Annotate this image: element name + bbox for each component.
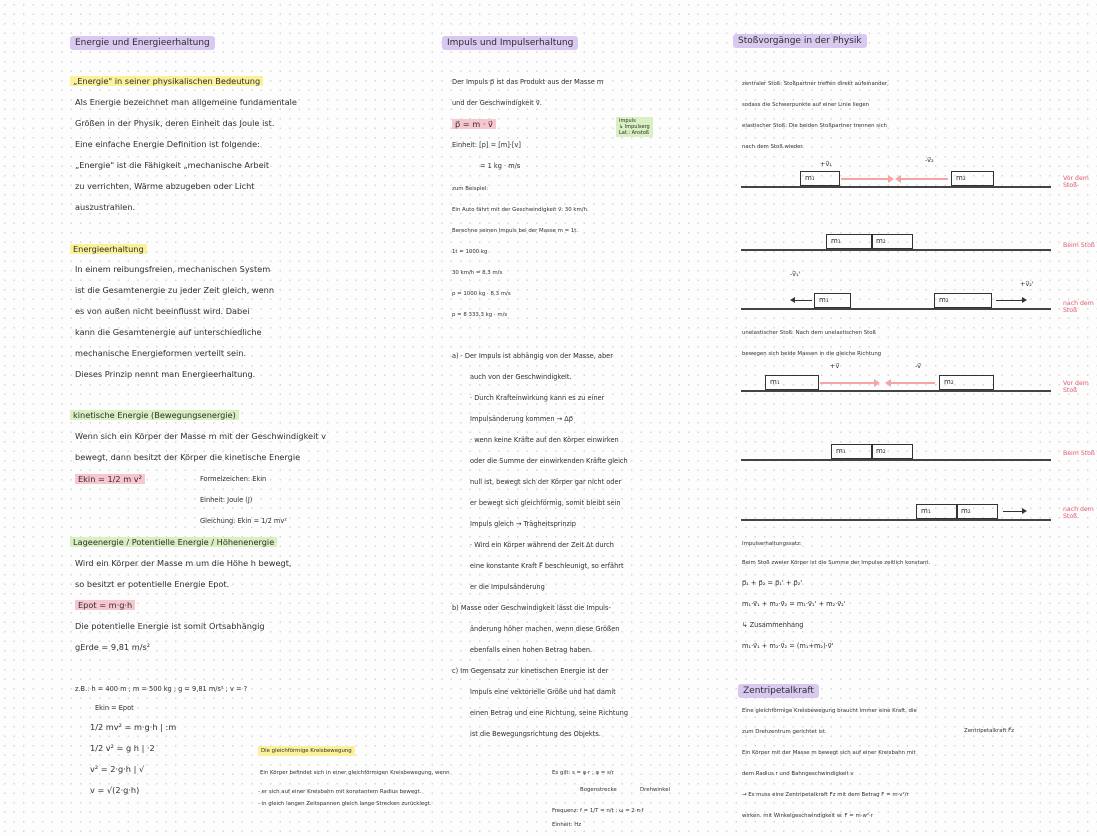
text-line: bewegt, dann besitzt der Körper die kinetische Energie bbox=[75, 452, 301, 462]
velocity-label: +v⃗₁ bbox=[820, 160, 832, 168]
point-line: Impulsänderung kommen → Δp⃗ bbox=[470, 415, 573, 423]
formula-kreis: Es gilt: s = φ·r ; φ = s/r bbox=[552, 770, 614, 776]
point-line: oder die Summe der einwirkenden Kräfte gleich bbox=[470, 457, 628, 465]
formula-line: m₁·v⃗₁ + m₂·v⃗₂ = m₁·v⃗₁' + m₂·v⃗₂' bbox=[742, 600, 846, 608]
mass-box-m1 bbox=[800, 171, 840, 186]
example-line: 30 km/h = 8,3 m/s bbox=[452, 270, 503, 276]
point-line: er die Impulsänderung bbox=[470, 583, 545, 591]
mass-label: m₁ bbox=[805, 174, 815, 182]
heading-lageenergie: Lageenergie / Potentielle Energie / Höhenenergie bbox=[70, 537, 277, 547]
example-line: Berechne seinen Impuls bei der Masse m = 1t. bbox=[452, 228, 579, 234]
heading-kreisbewegung: Die gleichförmige Kreisbewegung bbox=[258, 746, 355, 756]
example-line: p = 1000 kg · 8,3 m/s bbox=[452, 291, 511, 297]
example-line: zum Beispiel: bbox=[452, 186, 489, 192]
unit-line: Einheit: [p] = [m]·[v] bbox=[452, 141, 521, 149]
box-line: Ein Körper befindet sich in einer gleichförmigen Kreisbewegung, wenn bbox=[260, 770, 450, 776]
label-beim-stoss: Beim Stoß bbox=[1063, 450, 1095, 457]
mass-box-m1 bbox=[831, 444, 873, 459]
track-line bbox=[741, 186, 1051, 188]
mass-label: m₂ bbox=[956, 174, 966, 182]
velocity-label: +v⃗ bbox=[830, 362, 840, 370]
formula-frequenz: Frequenz: f = 1/T = n/t ; ω = 2·π·f bbox=[552, 808, 644, 814]
text-line: „Energie" ist die Fähigkeit „mechanische Arbeit bbox=[75, 160, 270, 170]
mass-label: m₁ bbox=[770, 378, 780, 386]
mass-box-m2 bbox=[871, 444, 913, 459]
mass-box-m1 bbox=[765, 375, 819, 390]
legend-line: Lat.: Anstoß bbox=[619, 130, 650, 136]
example-line: Ein Auto fährt mit der Geschwindigkeit v⃗: 30 km/h. bbox=[452, 207, 589, 213]
point-line: null ist, bewegt sich der Körper gar nicht oder bbox=[470, 478, 622, 486]
example-line: v = √(2·g·h) bbox=[90, 785, 140, 795]
mass-box-m1 bbox=[916, 504, 958, 519]
legend-line: ↳ Impulserg bbox=[619, 124, 650, 130]
text-line: ist die Gesamtenergie zu jeder Zeit gleich, wenn bbox=[75, 285, 275, 295]
text-line: sodass die Schwerpunkte auf einer Linie liegen bbox=[742, 102, 870, 108]
formula-line: p⃗₁ + p⃗₂ = p⃗₁' + p⃗₂' bbox=[742, 579, 803, 587]
velocity-arrow bbox=[900, 178, 948, 180]
point-line: · Wird ein Körper während der Zeit Δt durch bbox=[470, 541, 614, 549]
section-title-energie: Energie und Energieerhaltung bbox=[70, 36, 215, 50]
point-line: er bewegt sich gleichförmig, somit bleibt sein bbox=[470, 499, 621, 507]
label-nach-dem-stoss: nach dem Stoß bbox=[1063, 300, 1094, 314]
mass-label: m₁ bbox=[819, 296, 829, 304]
heading-impulserhaltungssatz: Impulserhaltungssatz: bbox=[742, 541, 802, 547]
box-line: - er sich auf einer Kreisbahn mit konstantem Radius bewegt. bbox=[258, 789, 422, 795]
formula-table-line: Gleichung: Ekin = 1/2 mv² bbox=[200, 517, 287, 525]
text-line: zu verrichten, Wärme abzugeben oder Licht bbox=[75, 181, 255, 191]
point-line: Impuls eine vektorielle Größe und hat damit bbox=[470, 688, 616, 696]
point-line: · Durch Krafteinwirkung kann es zu einer bbox=[470, 394, 605, 402]
example-line: 1t = 1000 kg bbox=[452, 249, 488, 255]
text-line: es von außen nicht beeinflusst wird. Dabei bbox=[75, 306, 250, 316]
point-line: änderung höher machen, wenn diese Größen bbox=[470, 625, 620, 633]
example-line: Ekin = Epot bbox=[95, 704, 134, 712]
text-line: so besitzt er potentielle Energie Epot. bbox=[75, 579, 230, 589]
frequenz-unit: Einheit: Hz bbox=[552, 822, 582, 828]
label-nach-dem-stoss: nach dem Stoß bbox=[1063, 506, 1094, 520]
point-line: einen Betrag und eine Richtung, seine Richtung bbox=[470, 709, 628, 717]
legend-line: Impuls bbox=[619, 118, 636, 124]
velocity-arrow bbox=[841, 178, 889, 180]
velocity-arrow bbox=[794, 300, 812, 301]
text-line: zum Drehzentrum gerichtet ist. bbox=[742, 729, 827, 735]
heading-energieerhaltung: Energieerhaltung bbox=[70, 244, 147, 254]
text-line: Wird ein Körper der Masse m um die Höhe h bewegt, bbox=[75, 558, 292, 568]
mass-label: m₁ bbox=[836, 447, 846, 455]
text-line: Beim Stoß zweier Körper ist die Summe der Impulse zeitlich konstant. bbox=[742, 560, 931, 566]
mass-box-m2 bbox=[951, 171, 994, 186]
example-line: v² = 2·g·h | √ bbox=[90, 764, 145, 774]
mass-label: m₂ bbox=[961, 507, 971, 515]
text-line: auszustrahlen. bbox=[75, 202, 136, 212]
text-line: Ein Körper mit der Masse m bewegt sich auf einer Kreisbahn mit bbox=[742, 750, 916, 756]
example-head: z.B.: h = 400 m ; m = 500 kg ; g = 9,81 m/s² ; v = ? bbox=[75, 685, 248, 693]
text-line: Wenn sich ein Körper der Masse m mit der Geschwindigkeit v bbox=[75, 431, 326, 441]
text-line: elastischer Stoß: Die beiden Stoßpartner trennen sich bbox=[742, 123, 887, 129]
text-line: wirken. mit Winkelgeschwindigkeit w: F = m·w²·r bbox=[742, 813, 873, 819]
mass-label: m₁ bbox=[831, 237, 841, 245]
text-line: dem Radius r und Bahngeschwindigkeit v bbox=[742, 771, 854, 777]
track-line bbox=[741, 308, 1051, 310]
velocity-arrow bbox=[820, 382, 875, 384]
text-line: Eine einfache Energie Definition ist folgende: bbox=[75, 139, 260, 149]
text-line: unelastischer Stoß: Nach dem unelastischen Stoß bbox=[742, 330, 876, 336]
text-line: → Es muss eine Zentripetalkraft Fz mit dem Betrag F = m·v²/r bbox=[742, 792, 909, 798]
text-line: Als Energie bezeichnet man allgemeine fundamentale bbox=[75, 97, 297, 107]
point-line: b) Masse oder Geschwindigkeit lässt die Impuls- bbox=[452, 604, 611, 612]
track-line bbox=[741, 519, 1051, 521]
column-impuls bbox=[258, 0, 720, 836]
box-line: - in gleich langen Zeitspannen gleich lange Strecken zurücklegt. bbox=[258, 801, 432, 807]
point-line: a) · Der Impuls ist abhängig von der Masse, aber bbox=[452, 352, 613, 360]
label-vor-dem-stoss: Vor dem Stoß bbox=[1063, 380, 1089, 394]
text-line: In einem reibungsfreien, mechanischen System bbox=[75, 264, 271, 274]
mass-box-m2 bbox=[871, 234, 913, 249]
track-line bbox=[741, 459, 1051, 461]
formula-table-line: Formelzeichen: Ekin bbox=[200, 475, 267, 483]
track-line bbox=[741, 249, 1051, 251]
point-line: ist die Bewegungsrichtung des Objekts. bbox=[470, 730, 601, 738]
point-line: Impuls gleich → Trägheitsprinzip bbox=[470, 520, 576, 528]
legend-impuls bbox=[616, 117, 653, 137]
velocity-label: -v⃗₂ bbox=[925, 156, 934, 164]
unit-value: = 1 kg · m/s bbox=[480, 162, 521, 170]
example-line: 1/2 mv² = m·g·h | :m bbox=[90, 722, 177, 732]
label-drehwinkel: Drehwinkel bbox=[640, 787, 671, 793]
mass-label: m₂ bbox=[939, 296, 949, 304]
mass-label: m₂ bbox=[876, 237, 886, 245]
velocity-arrow bbox=[890, 382, 935, 384]
text-line: zentraler Stoß: Stoßpartner treffen direkt aufeinander, bbox=[742, 81, 889, 87]
label-beim-stoss: Beim Stoß bbox=[1063, 242, 1095, 249]
heading-energie-bedeutung: „Energie" in seiner physikalischen Bedeutung bbox=[70, 76, 263, 86]
section-title-impuls: Impuls und Impulserhaltung bbox=[442, 36, 578, 50]
text-line: kann die Gesamtenergie auf unterschiedliche bbox=[75, 327, 262, 337]
velocity-label: +v⃗₂' bbox=[1020, 280, 1034, 288]
column-stoss bbox=[720, 0, 1095, 836]
mass-box-m2 bbox=[939, 375, 994, 390]
text-line: nach dem Stoß wieder. bbox=[742, 144, 804, 150]
text-line: ↳ Zusammenhang bbox=[742, 621, 804, 629]
mass-label: m₁ bbox=[921, 507, 931, 515]
formula-line: m₁·v⃗₁ + m₂·v⃗₂ = (m₁+m₂)·v⃗' bbox=[742, 642, 834, 650]
text-line: mechanische Energieformen verteilt sein. bbox=[75, 348, 247, 358]
text-line: Größen in der Physik, deren Einheit das Joule ist. bbox=[75, 118, 275, 128]
formula-ekin: Ekin = 1/2 m v² bbox=[75, 474, 145, 484]
velocity-label: -v⃗ bbox=[915, 362, 922, 370]
text-line: Die potentielle Energie ist somit Ortsabhängig bbox=[75, 621, 265, 631]
point-line: eine konstante Kraft F⃗ beschleunigt, so erfährt bbox=[470, 562, 624, 570]
point-line: c) Im Gegensatz zur kinetischen Energie ist der bbox=[452, 667, 609, 675]
example-line: 1/2 v² = g h | ·2 bbox=[90, 743, 155, 753]
text-line: Dieses Prinzip nennt man Energieerhaltung. bbox=[75, 369, 256, 379]
heading-zentripetalkraft: Zentripetalkraft bbox=[738, 684, 819, 698]
text-line: gErde = 9,81 m/s² bbox=[75, 642, 151, 652]
formula-impuls: p⃗ = m · v⃗ bbox=[452, 119, 496, 129]
mass-label: m₂ bbox=[944, 378, 954, 386]
formula-epot: Epot = m·g·h bbox=[75, 600, 135, 610]
example-line: p = 8 333,3 kg · m/s bbox=[452, 312, 508, 318]
track-line bbox=[741, 390, 1051, 392]
velocity-label: -v⃗₁' bbox=[790, 270, 801, 278]
heading-kinetische-energie: kinetische Energie (Bewegungsenergie) bbox=[70, 410, 239, 420]
label-zentripetalkraft: Zentripetalkraft F⃗z bbox=[964, 728, 1015, 734]
section-title-stoss: Stoßvorgänge in der Physik bbox=[733, 34, 867, 48]
column-energie bbox=[0, 0, 340, 836]
mass-box-m2 bbox=[934, 293, 992, 308]
text-line: bewegen sich beide Massen in die gleiche Richtung bbox=[742, 351, 882, 357]
text-line: Der Impuls p⃗ ist das Produkt aus der Masse m bbox=[452, 78, 604, 86]
point-line: ebenfalls einen hohen Betrag haben. bbox=[470, 646, 593, 654]
mass-box-m2 bbox=[956, 504, 998, 519]
text-line: Eine gleichförmige Kreisbewegung braucht immer eine Kraft, die bbox=[742, 708, 917, 714]
formula-table-line: Einheit: Joule (J) bbox=[200, 496, 253, 504]
text-line: und der Geschwindigkeit v⃗. bbox=[452, 99, 542, 107]
label-bogenstrecke: Bogenstrecke bbox=[580, 787, 617, 793]
mass-box-m1 bbox=[826, 234, 873, 249]
mass-box-m1 bbox=[814, 293, 851, 308]
point-line: auch von der Geschwindigkeit. bbox=[470, 373, 572, 381]
label-vor-dem-stoss: Vor dem Stoß bbox=[1063, 175, 1089, 189]
velocity-arrow bbox=[996, 300, 1023, 301]
velocity-arrow bbox=[1003, 511, 1023, 512]
point-line: · wenn keine Kräfte auf den Körper einwirken bbox=[470, 436, 619, 444]
mass-label: m₂ bbox=[876, 447, 886, 455]
